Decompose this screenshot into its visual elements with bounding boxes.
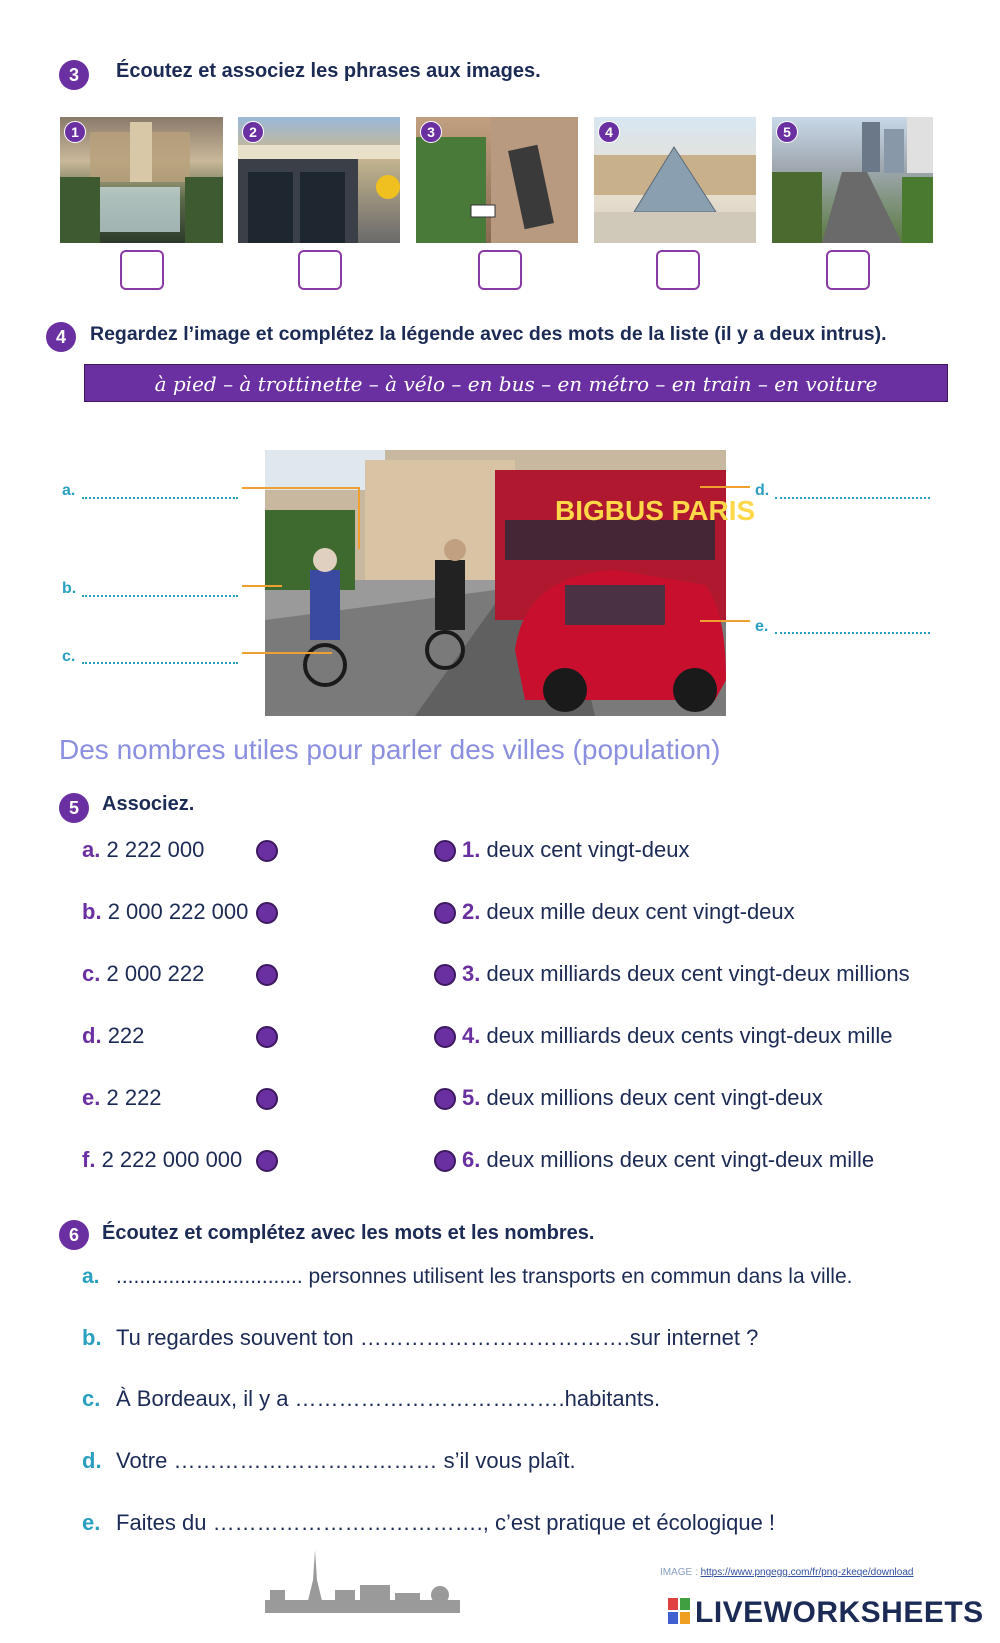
legend-b-label: b. xyxy=(62,580,77,597)
legend-d-arrow xyxy=(700,486,750,488)
match-dot-right-5[interactable] xyxy=(434,1088,456,1110)
paris-skyline-icon xyxy=(265,1545,460,1615)
answer-box-5[interactable] xyxy=(826,250,870,290)
image-credit-link[interactable]: https://www.pngegg.com/fr/png-zkeqe/download xyxy=(700,1567,914,1578)
fill-blank-e[interactable]: ………………………………. xyxy=(212,1510,483,1535)
fill-item-d: d. Votre ……………………………… s’il vous plaît. xyxy=(82,1448,576,1473)
fill-item-e: e. Faites du ………………………………., c’est pratique et écologique ! xyxy=(82,1510,776,1535)
legend-d-label: d. xyxy=(755,482,770,499)
legend-c-label: c. xyxy=(62,648,76,665)
image-credit: IMAGE : https://www.pngegg.com/fr/png-zkeqe/download xyxy=(660,1567,914,1578)
legend-e-label: e. xyxy=(755,618,769,635)
exercise-6-instruction: Écoutez et complétez avec les mots et les nombres. xyxy=(102,1222,595,1244)
match-right-1: 1. deux cent vingt-deux xyxy=(462,837,690,862)
match-left-d: d. 222 xyxy=(82,1023,145,1048)
match-right-6: 6. deux millions deux cent vingt-deux mille xyxy=(462,1147,875,1172)
match-dot-left-b[interactable] xyxy=(256,902,278,924)
match-right-4: 4. deux milliards deux cents vingt-deux mille xyxy=(462,1023,893,1048)
match-dot-left-a[interactable] xyxy=(256,840,278,862)
legend-a-blank[interactable] xyxy=(82,497,238,499)
legend-a-label: a. xyxy=(62,482,76,499)
fill-blank-c[interactable]: ………………………………. xyxy=(294,1386,565,1411)
match-dot-right-2[interactable] xyxy=(434,902,456,924)
paris-street-photo xyxy=(265,450,756,716)
exercise-4-number: 4 xyxy=(46,322,76,352)
exercise-5-number: 5 xyxy=(59,793,89,823)
la-defense-highway-photo xyxy=(772,117,933,243)
fill-item-a: a. ................................ personnes utilisent les transports en commun dans la ville. xyxy=(82,1265,853,1288)
photo-5-label: 5 xyxy=(776,121,798,143)
match-dot-left-f[interactable] xyxy=(256,1150,278,1172)
match-left-c: c. 2 000 222 xyxy=(82,961,205,986)
fill-blank-a[interactable]: ................................ xyxy=(116,1265,303,1288)
exercise-3-instruction: Écoutez et associez les phrases aux images. xyxy=(116,60,541,82)
bus-text: BIGBUS PARIS xyxy=(555,495,756,526)
post-office-photo xyxy=(238,117,400,243)
legend-e-blank[interactable] xyxy=(775,632,930,634)
exercise-6-number: 6 xyxy=(59,1220,89,1250)
legend-a-arrow xyxy=(242,487,360,489)
match-dot-right-1[interactable] xyxy=(434,840,456,862)
fill-item-c: c. À Bordeaux, il y a ……………………………….habitants. xyxy=(82,1386,661,1411)
photo-1-label: 1 xyxy=(64,121,86,143)
match-dot-right-6[interactable] xyxy=(434,1150,456,1172)
answer-box-2[interactable] xyxy=(298,250,342,290)
legend-c-arrow xyxy=(242,652,332,654)
street-sign-photo xyxy=(416,117,578,243)
legend-c-blank[interactable] xyxy=(82,662,238,664)
match-left-f: f. 2 222 000 000 xyxy=(82,1147,243,1172)
match-right-2: 2. deux mille deux cent vingt-deux xyxy=(462,899,795,924)
match-dot-right-4[interactable] xyxy=(434,1026,456,1048)
louvre-pyramid-photo xyxy=(594,117,756,243)
match-dot-left-d[interactable] xyxy=(256,1026,278,1048)
answer-box-3[interactable] xyxy=(478,250,522,290)
answer-box-4[interactable] xyxy=(656,250,700,290)
exercise-3-number: 3 xyxy=(59,60,89,90)
fountain-photo xyxy=(60,117,223,243)
brand-name: LIVEWORKSHEETS xyxy=(695,1596,984,1629)
fill-blank-d[interactable]: ……………………………… xyxy=(173,1448,438,1473)
exercise-4-instruction: Regardez l’image et complétez la légende avec des mots de la liste (il y a deux intrus). xyxy=(90,323,887,345)
match-right-3: 3. deux milliards deux cent vingt-deux millions xyxy=(462,961,910,986)
legend-d-blank[interactable] xyxy=(775,497,930,499)
legend-e-arrow xyxy=(700,620,750,622)
match-right-5: 5. deux millions deux cent vingt-deux xyxy=(462,1085,823,1110)
match-dot-left-e[interactable] xyxy=(256,1088,278,1110)
exercise-5-instruction: Associez. xyxy=(102,793,195,815)
liveworksheets-logo-icon xyxy=(668,1598,690,1624)
fill-blank-b[interactable]: ………………………………. xyxy=(359,1325,630,1350)
photo-2-label: 2 xyxy=(242,121,264,143)
legend-a-arrow-stem xyxy=(358,487,360,549)
match-left-e: e. 2 222 xyxy=(82,1085,162,1110)
fill-item-b: b. Tu regardes souvent ton ……………………………….sur internet ? xyxy=(82,1325,759,1350)
legend-b-blank[interactable] xyxy=(82,595,238,597)
match-left-b: b. 2 000 222 000 xyxy=(82,899,249,924)
photo-3-label: 3 xyxy=(420,121,442,143)
match-left-a: a. 2 222 000 xyxy=(82,837,205,862)
word-bank: à pied – à trottinette – à vélo – en bus – en métro – en train – en voiture xyxy=(84,364,948,402)
match-dot-right-3[interactable] xyxy=(434,964,456,986)
match-dot-left-c[interactable] xyxy=(256,964,278,986)
photo-4-label: 4 xyxy=(598,121,620,143)
legend-b-arrow xyxy=(242,585,282,587)
section-heading: Des nombres utiles pour parler des villes (population) xyxy=(59,734,721,765)
answer-box-1[interactable] xyxy=(120,250,164,290)
